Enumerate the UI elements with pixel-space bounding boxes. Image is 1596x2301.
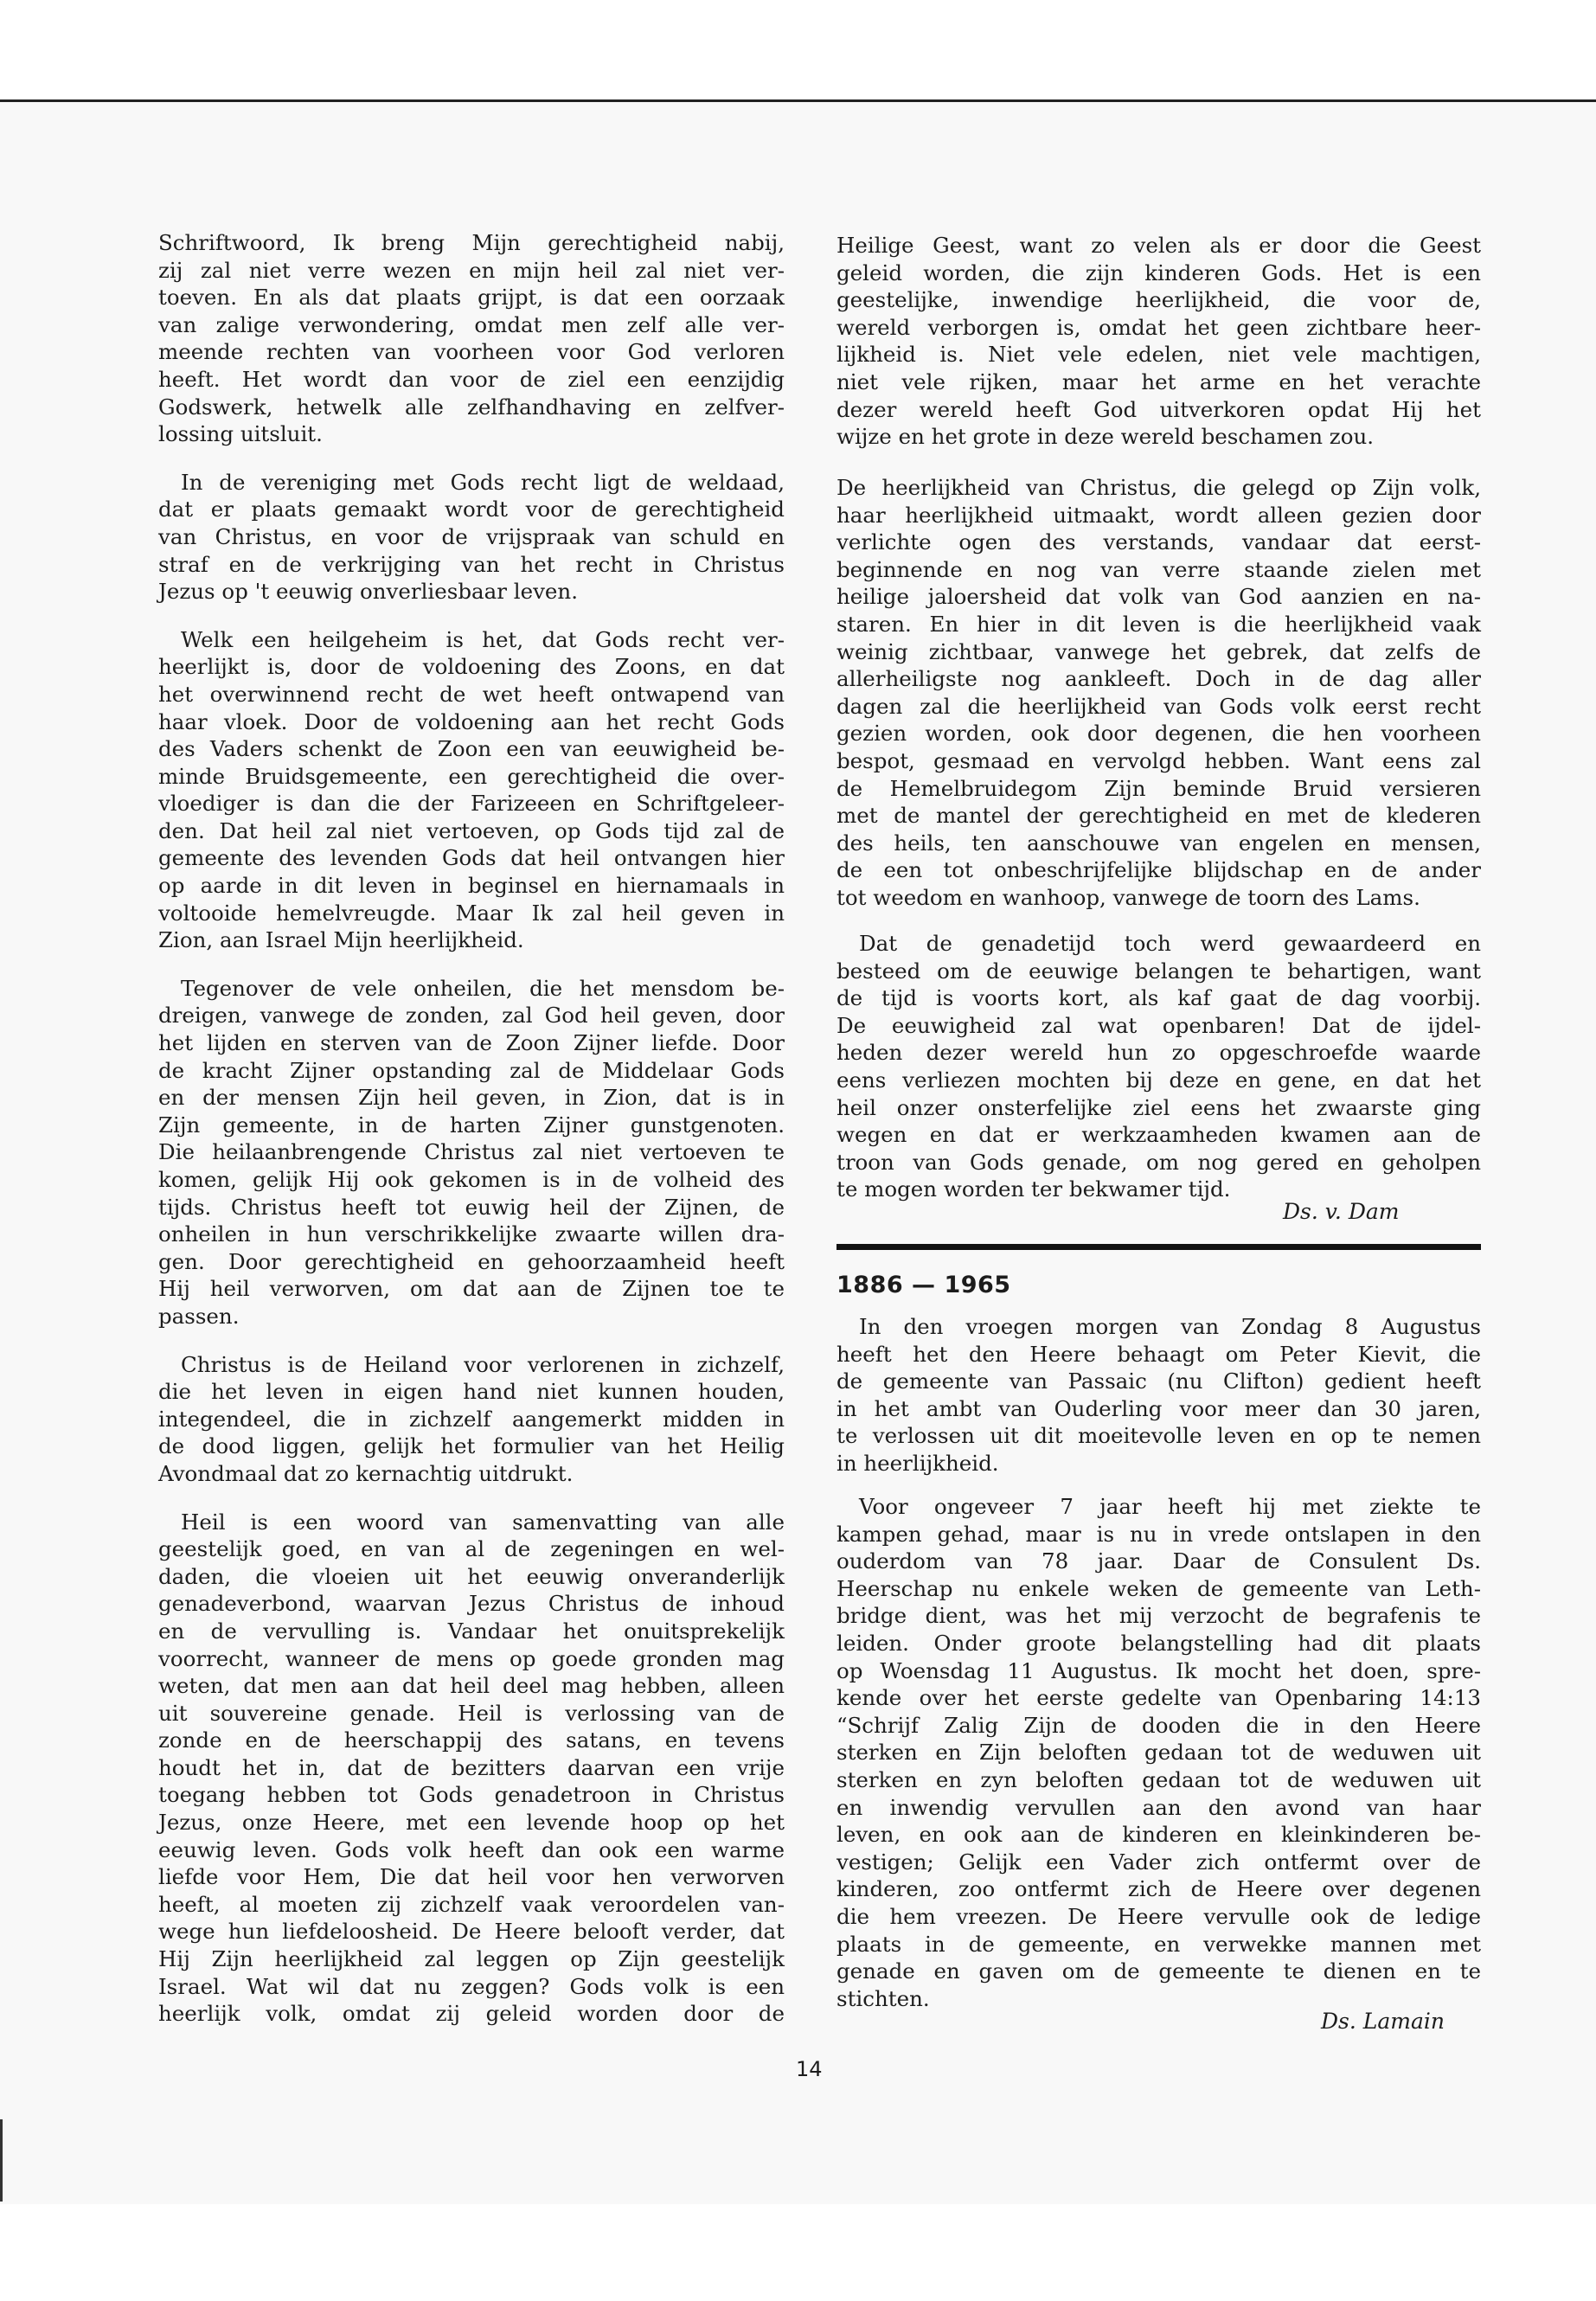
text-line: besteed om de eeuwige belangen te behartigen, want: [836, 958, 1481, 984]
text-line: het overwinnend recht de wet heeft ontwapend van: [158, 681, 785, 707]
obituary-signature: Ds. Lamain: [1321, 2009, 1445, 2034]
text-line: sterken en zyn beloften gedaan tot de weduwen uit: [836, 1766, 1481, 1792]
text-line: straf en de verkrijging van het recht in Christus: [158, 551, 785, 577]
text-line: wegen en dat er werkzaamheden kwamen aan de: [836, 1122, 1481, 1148]
text-line: beginnende en nog van verre staande zielen met: [836, 556, 1481, 582]
text-line: houdt het in, dat de bezitters daarvan een vrije: [158, 1754, 785, 1780]
text-line: leven, en ook aan de kinderen en kleinkinderen be-: [836, 1822, 1481, 1848]
paragraph: [836, 1493, 1481, 2012]
text-line: wege hun liefdeloosheid. De Heere belooft verder, dat: [158, 1919, 785, 1945]
text-line: niet vele rijken, maar het arme en het verachte: [836, 369, 1481, 394]
article-signature: Ds. v. Dam: [1283, 1199, 1400, 1224]
text-line: ouderdom van 78 jaar. Daar de Consulent Ds.: [836, 1548, 1481, 1574]
text-line: in het ambt van Ouderling voor meer dan 30 jaren,: [836, 1395, 1481, 1421]
text-line: des heils, ten aanschouwe van engelen en mensen,: [836, 830, 1481, 856]
text-line: allerheiligste nog aankleeft. Doch in de dag aller: [836, 666, 1481, 692]
text-line: Israel. Wat wil dat nu zeggen? Gods volk is een: [158, 1973, 785, 1999]
text-line: op Woensdag 11 Augustus. Ik mocht het doen, spre-: [836, 1657, 1481, 1683]
text-line: heeft, al moeten zij zichzelf vaak veroordelen van-: [158, 1891, 785, 1917]
text-line: staren. En hier in dit leven is die heerlijkheid vaak: [836, 611, 1481, 637]
text-line: zij zal niet verre wezen en mijn heil zal niet ver-: [158, 257, 785, 283]
text-line: In de vereniging met Gods recht ligt de weldaad,: [181, 469, 785, 495]
text-line: vloediger is dan die der Farizeeen en Schriftgeleer-: [158, 791, 785, 817]
text-line: dezer wereld heeft God uitverkoren opdat Hij het: [836, 396, 1481, 422]
text-line: voltooide hemelvreugde. Maar Ik zal heil geven in: [158, 900, 785, 926]
text-line: gemeente des levenden Gods dat heil ontvangen hier: [158, 845, 785, 871]
text-line: Heilige Geest, want zo velen als er door die Geest: [836, 233, 1481, 258]
text-line: genade en gaven om de gemeente te dienen en te: [836, 1958, 1481, 1984]
section-divider: [836, 1244, 1481, 1250]
text-line: Dat de genadetijd toch werd gewaardeerd en: [859, 931, 1481, 956]
text-line: passen.: [158, 1303, 240, 1329]
text-line: sterken en Zijn beloften gedaan tot de weduwen uit: [836, 1740, 1481, 1766]
text-line: daden, die vloeien uit het eeuwig onveranderlijk: [158, 1563, 785, 1589]
text-line: in heerlijkheid.: [836, 1450, 999, 1476]
text-line: Tegenover de vele onheilen, die het mensdom be-: [181, 975, 785, 1001]
text-line: Welk een heilgeheim is het, dat Gods recht ver-: [181, 626, 785, 652]
paragraph: [158, 469, 785, 606]
text-line: toegang hebben tot Gods genadetroon in Christus: [158, 1782, 785, 1808]
text-line: leiden. Onder groote belangstelling had dit plaats: [836, 1630, 1481, 1656]
text-line: geestelijk goed, en van al de zegeningen en wel-: [158, 1536, 785, 1562]
text-line: bridge dient, was het mij verzocht de begrafenis te: [836, 1603, 1481, 1629]
text-line: toeven. En als dat plaats grijpt, is dat een oorzaak: [158, 285, 785, 311]
text-line: plaats in de gemeente, en verwekke mannen met: [836, 1931, 1481, 1957]
text-line: integendeel, die in zichzelf aangemerkt midden in: [158, 1406, 785, 1432]
text-line: vestigen; Gelijk een Vader zich ontfermt over de: [836, 1849, 1481, 1875]
text-line: Hij Zijn heerlijkheid zal leggen op Zijn geestelijk: [158, 1946, 785, 1972]
text-line: zonde en de heerschappij des satans, en tevens: [158, 1727, 785, 1753]
text-line: Jezus, onze Heere, met een levende hoop op het: [158, 1810, 785, 1836]
text-line: en inwendig vervullen aan den avond van haar: [836, 1794, 1481, 1820]
text-line: Zion, aan Israel Mijn heerlijkheid.: [158, 927, 524, 953]
text-line: De eeuwigheid zal wat openbaren! Dat de ijdel-: [836, 1012, 1481, 1038]
text-line: stichten.: [836, 1985, 930, 2011]
text-line: den. Dat heil zal niet vertoeven, op Gods tijd zal de: [158, 817, 785, 843]
text-line: de Hemelbruidegom Zijn beminde Bruid versieren: [836, 775, 1481, 801]
text-line: verlichte ogen des verstands, vandaar dat eerst-: [836, 529, 1481, 555]
text-line: Godswerk, hetwelk alle zelfhandhaving en zelfver-: [158, 394, 785, 420]
text-line: Die heilaanbrengende Christus zal niet vertoeven te: [158, 1139, 785, 1165]
text-line: geleid worden, die zijn kinderen Gods. Het is een: [836, 260, 1481, 285]
text-line: dat er plaats gemaakt wordt voor de gerechtigheid: [158, 497, 785, 522]
left-column: [158, 229, 785, 2048]
text-line: heerlijkt is, door de voldoening des Zoons, en dat: [158, 654, 785, 680]
text-line: kinderen, zoo ontfermt zich de Heere over degenen: [836, 1876, 1481, 1902]
text-line: met de mantel der gerechtigheid en met de klederen: [836, 803, 1481, 829]
text-line: liefde voor Hem, Die dat heil voor hen verworven: [158, 1864, 785, 1890]
text-line: kampen gehad, maar is nu in vrede ontslapen in den: [836, 1521, 1481, 1547]
text-line: komen, gelijk Hij ook gekomen is in de volheid des: [158, 1167, 785, 1192]
text-line: gezien worden, ook door degenen, die hen voorheen: [836, 721, 1481, 747]
text-line: In den vroegen morgen van Zondag 8 Augustus: [859, 1314, 1481, 1339]
text-line: die het leven in eigen hand niet kunnen houden,: [158, 1379, 785, 1405]
text-line: Voor ongeveer 7 jaar heeft hij met ziekte te: [859, 1494, 1481, 1519]
text-line: Avondmaal dat zo kernachtig uitdrukt.: [158, 1460, 574, 1486]
text-line: heilige jaloersheid dat volk van God aanzien en na-: [836, 584, 1481, 610]
text-line: wijze en het grote in deze wereld beschamen zou.: [836, 424, 1375, 450]
text-line: De heerlijkheid van Christus, die gelegd op Zijn volk,: [836, 475, 1481, 500]
text-line: Jezus op 't eeuwig onverliesbaar leven.: [158, 579, 578, 605]
text-line: kende over het eerste gedelte van Openbaring 14:13: [836, 1685, 1481, 1711]
text-line: van zalige verwondering, omdat men zelf alle ver-: [158, 311, 785, 337]
text-line: dreigen, vanwege de zonden, zal God heil geven, door: [158, 1003, 785, 1029]
text-line: tijds. Christus heeft tot euwig heil der Zijnen, de: [158, 1194, 785, 1220]
text-line: Heil is een woord van samenvatting van alle: [181, 1509, 785, 1535]
text-line: te verlossen uit dit moeitevolle leven en op te nemen: [836, 1423, 1481, 1449]
text-line: te mogen worden ter bekwamer tijd.: [836, 1176, 1231, 1202]
text-line: genadeverbond, waarvan Jezus Christus de inhoud: [158, 1591, 785, 1617]
text-line: meende rechten van voorheen voor God verloren: [158, 339, 785, 365]
text-line: tot weedom en wanhoop, vanwege de toorn des Lams.: [836, 884, 1420, 910]
paragraph: [836, 1313, 1481, 1477]
text-line: de een tot onbeschrijfelijke blijdschap en de ander: [836, 857, 1481, 883]
text-line: weten, dat men aan dat heil deel mag hebben, alleen: [158, 1673, 785, 1699]
obituary-p2: [836, 1493, 1481, 2033]
text-line: eeuwig leven. Gods volk heeft dan ook een warme: [158, 1836, 785, 1862]
page-number: 14: [796, 2057, 823, 2081]
text-line: wereld verborgen is, omdat het geen zichtbare heer-: [836, 314, 1481, 340]
text-line: dagen zal die heerlijkheid van Gods volk eerst recht: [836, 693, 1481, 719]
text-line: heeft. Het wordt dan voor de ziel een eenzijdig: [158, 366, 785, 392]
obituary-heading: 1886 — 1965: [836, 1272, 1011, 1298]
paragraph: [836, 930, 1481, 1203]
text-line: onheilen in hun verschrikkelijke zwaarte willen dra-: [158, 1221, 785, 1247]
text-line: gen. Door gerechtigheid en gehoorzaamheid heeft: [158, 1248, 785, 1274]
text-line: bespot, gesmaad en vervolgd hebben. Want eens zal: [836, 747, 1481, 773]
paragraph: [158, 229, 785, 448]
text-line: heerlijk volk, omdat zij geleid worden door de: [158, 2001, 785, 2027]
paragraph: [158, 626, 785, 954]
paragraph: [836, 474, 1481, 912]
text-line: en de vervulling is. Vandaar het onuitsprekelijk: [158, 1618, 785, 1644]
text-line: Schriftwoord, Ik breng Mijn gerechtigheid nabij,: [158, 230, 785, 255]
text-line: en der mensen Zijn heil geven, in Zion, dat is in: [158, 1085, 785, 1111]
paragraph: [158, 975, 785, 1330]
paragraph: [836, 232, 1481, 451]
article-continuation-p1: [836, 232, 1481, 471]
text-line: geestelijke, inwendige heerlijkheid, die voor de,: [836, 287, 1481, 313]
text-line: “Schrijf Zalig Zijn de dooden die in den Heere: [836, 1712, 1481, 1738]
text-line: voorrecht, wanneer de mens op goede gronden mag: [158, 1645, 785, 1671]
text-line: eens verliezen mochten bij deze en gene, en dat het: [836, 1067, 1481, 1093]
text-line: troon van Gods genade, om nog gered en geholpen: [836, 1149, 1481, 1175]
paragraph: [158, 1351, 785, 1488]
text-line: uit souvereine genade. Heil is verlossing van de: [158, 1700, 785, 1726]
text-line: heeft het den Heere behaagt om Peter Kievit, die: [836, 1341, 1481, 1367]
article-continuation-p3: [836, 930, 1481, 1224]
text-line: des Vaders schenkt de Zoon een van eeuwigheid be-: [158, 736, 785, 762]
text-line: heden dezer wereld hun zo opgeschroefde waarde: [836, 1040, 1481, 1066]
text-line: het lijden en sterven van de Zoon Zijner liefde. Door: [158, 1030, 785, 1056]
text-line: Christus is de Heiland voor verlorenen in zichzelf,: [181, 1351, 785, 1377]
text-line: van Christus, en voor de vrijspraak van schuld en: [158, 523, 785, 549]
paragraph: [158, 1509, 785, 2028]
text-line: heil onzer onsterfelijke ziel eens het zwaarste ging: [836, 1094, 1481, 1120]
text-line: haar vloek. Door de voldoening aan het recht Gods: [158, 708, 785, 734]
page-edge-shadow: [0, 2119, 3, 2202]
text-line: haar heerlijkheid uitmaakt, wordt alleen gezien door: [836, 502, 1481, 528]
text-line: de dood liggen, gelijk het formulier van het Heilig: [158, 1433, 785, 1459]
text-line: op aarde in dit leven in beginsel en hiernamaals in: [158, 873, 785, 899]
text-line: de kracht Zijner opstanding zal de Middelaar Gods: [158, 1057, 785, 1083]
obituary-p1: [836, 1313, 1481, 1498]
article-continuation-p2: [836, 474, 1481, 933]
text-line: Zijn gemeente, in de harten Zijner gunstgenoten.: [158, 1112, 785, 1138]
text-line: lijkheid is. Niet vele edelen, niet vele machtigen,: [836, 342, 1481, 368]
text-line: Heerschap nu enkele weken de gemeente van Leth-: [836, 1575, 1481, 1601]
text-line: de gemeente van Passaic (nu Clifton) gedient heeft: [836, 1368, 1481, 1394]
text-line: minde Bruidsgemeente, een gerechtigheid die over-: [158, 763, 785, 789]
text-line: die hem vreezen. De Heere vervulle ook de ledige: [836, 1903, 1481, 1929]
text-line: de tijd is voorts kort, als kaf gaat de dag voorbij.: [836, 985, 1481, 1011]
text-line: Hij heil verworven, om dat aan de Zijnen toe te: [158, 1276, 785, 1302]
text-line: weinig zichtbaar, vanwege het gebrek, dat zelfs de: [836, 638, 1481, 664]
text-line: lossing uitsluit.: [158, 421, 323, 447]
